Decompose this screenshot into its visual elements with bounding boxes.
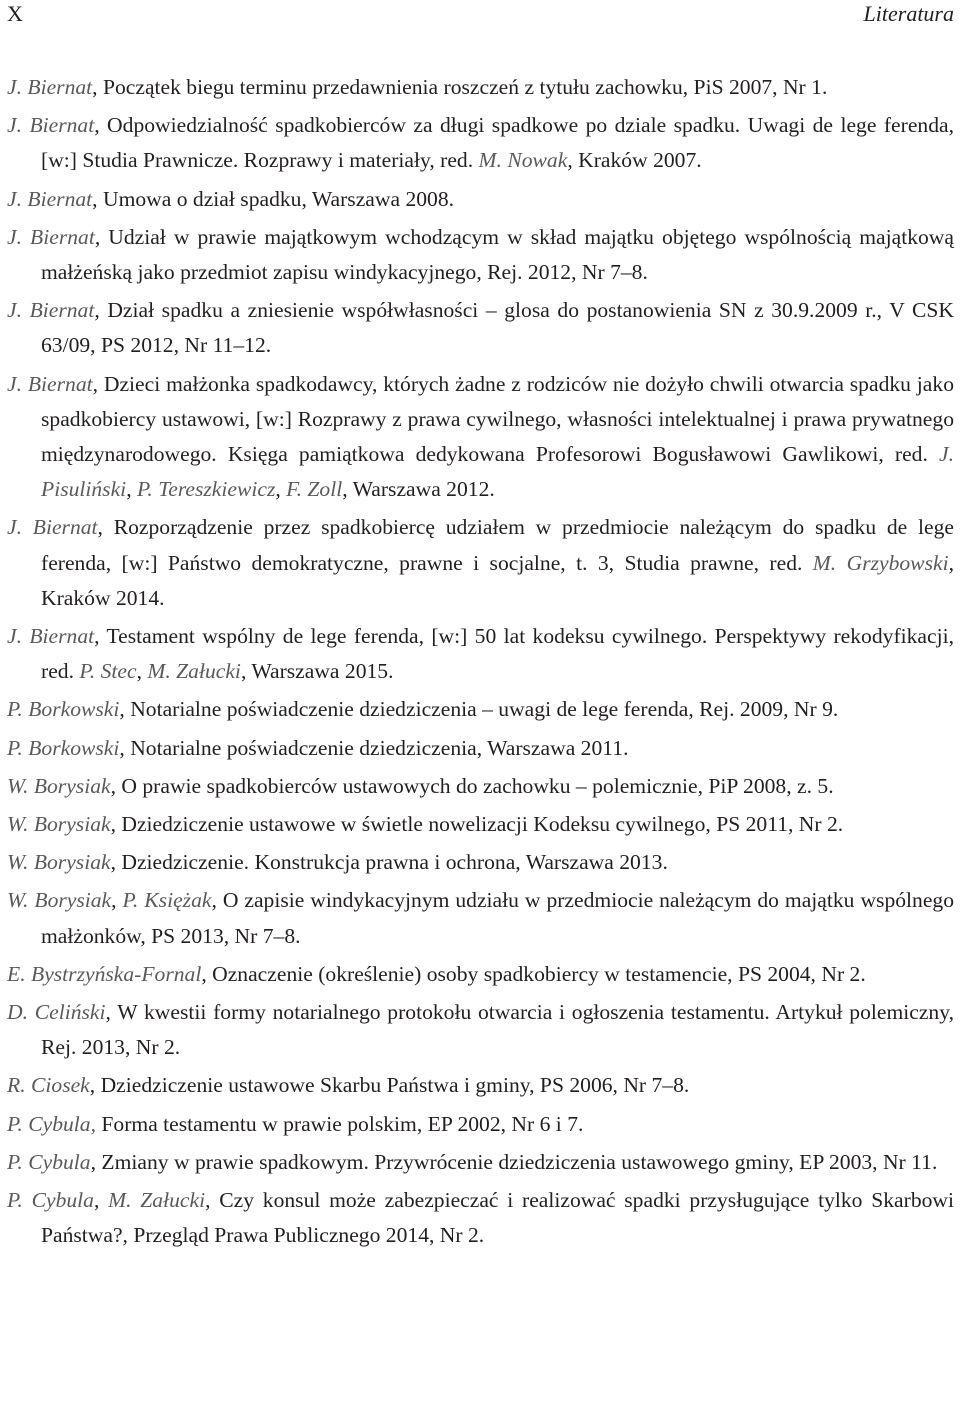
- author-surname: Borkowski: [28, 697, 120, 722]
- author-name: [7, 1073, 90, 1097]
- editor-surname: Stec: [100, 659, 137, 684]
- bibliography-entry: [7, 807, 954, 842]
- bibliography-entry: [7, 182, 954, 217]
- entry-text: , Czy konsul może zabezpieczać i realizować spadki przysługujące tylko Skarbowi Państwa?, Przegląd Prawa Publicznego 2014, Nr 2.: [41, 1188, 955, 1248]
- author-name: [108, 1188, 205, 1212]
- author-name: [7, 774, 111, 798]
- editor-separator: ,: [126, 477, 137, 502]
- editor-surname: Pisuliński: [41, 477, 127, 502]
- author-initial: P.: [7, 735, 23, 760]
- entry-text: , Zmiany w prawie spadkowym. Przywrócenie dziedziczenia ustawowego gminy, EP 2003, Nr 11.: [90, 1149, 938, 1174]
- bibliography-entry: [7, 1145, 954, 1180]
- entry-text: , Umowa o dział spadku, Warszawa 2008.: [92, 186, 455, 211]
- author-separator: ,: [111, 888, 123, 913]
- author-initial: E.: [7, 961, 26, 986]
- editor-initial: J.: [939, 442, 954, 467]
- author-initial: W.: [7, 773, 29, 798]
- author-surname: Borysiak: [33, 812, 111, 837]
- entry-text-tail: , Kraków 2007.: [567, 148, 702, 173]
- author-initial: M.: [108, 1188, 132, 1213]
- author-surname: Biernat: [27, 75, 93, 99]
- entry-text: , Odpowiedzialność spadkobierców za długi spadkowe po dziale spadku. Uwagi de lege ferenda, [w:] Studia Prawnicze. Rozprawy i materiały, red.: [41, 113, 954, 173]
- author-initial: W.: [7, 812, 29, 837]
- bibliography-entry: [7, 883, 954, 953]
- editor-name: [137, 477, 275, 501]
- author-name: [7, 1000, 106, 1024]
- editor-name: [286, 477, 342, 501]
- author-initial: P.: [7, 1111, 23, 1136]
- bibliography-entry: [7, 108, 954, 178]
- editor-separator: ,: [136, 659, 148, 684]
- entry-text: , Początek biegu terminu przedawnienia roszczeń z tytułu zachowku, PiS 2007, Nr 1.: [92, 75, 828, 99]
- bibliography-entry: [7, 769, 954, 804]
- author-surname: Cybula,: [28, 1111, 96, 1136]
- entry-text: , Testament wspólny de lege ferenda, [w:] 50 lat kodeksu cywilnego. Perspektywy rekodyfikacji, red.: [41, 624, 954, 684]
- author-initial: D.: [7, 1000, 28, 1025]
- bibliography-entry: [7, 957, 954, 992]
- author-initial: J.: [7, 515, 22, 540]
- editor-surname: Grzybowski: [846, 550, 949, 575]
- bibliography-entry: [7, 1183, 954, 1253]
- author-surname: Biernat: [29, 113, 95, 138]
- editor-initial: P.: [136, 477, 153, 502]
- entry-text: , Dziedziczenie. Konstrukcja prawna i ochrona, Warszawa 2013.: [110, 850, 668, 875]
- author-name: [7, 624, 94, 648]
- editor-surname: Załucki: [176, 659, 241, 684]
- author-name: [7, 225, 95, 249]
- section-title: Literatura: [863, 1, 954, 26]
- author-surname: Księżak: [144, 888, 212, 913]
- author-initial: J.: [7, 371, 22, 396]
- author-initial: J.: [7, 624, 22, 649]
- author-surname: Borysiak: [33, 850, 111, 875]
- author-surname: Borkowski: [28, 735, 120, 760]
- bibliography-entry: [7, 995, 954, 1065]
- entry-text: , Dzieci małżonka spadkodawcy, których żadne z rodziców nie dożyło chwili otwarcia spadku jako spadkobiercy ustawowi, [w:] Rozprawy z prawa cywilnego, własności intelektualnej i prawa prywatnego międzynarodowego. Księga pamiątkowa dedykowana Profesorowi Bogusławowi Gawlikowi, red.: [41, 371, 954, 467]
- author-initial: P.: [7, 1149, 23, 1174]
- author-name: [7, 1150, 91, 1174]
- entry-text-tail: , Kraków 2014.: [41, 550, 954, 610]
- author-name: [123, 888, 212, 912]
- author-initial: J.: [7, 298, 22, 323]
- bibliography-entry: [7, 510, 954, 616]
- author-surname: Biernat: [30, 224, 95, 249]
- author-name: [7, 736, 119, 760]
- author-initial: J.: [7, 224, 22, 249]
- author-surname: Borysiak: [34, 888, 112, 913]
- author-name: [7, 697, 119, 721]
- editor-initial: F.: [286, 477, 302, 502]
- author-surname: Biernat: [29, 298, 95, 323]
- author-name: [7, 113, 94, 137]
- bibliography-entry: [7, 70, 954, 105]
- editor-initial: M.: [147, 659, 171, 684]
- bibliography-entry: [7, 731, 954, 766]
- entry-text: , O prawie spadkobierców ustawowych do zachowku – polemicznie, PiP 2008, z. 5.: [110, 773, 834, 798]
- author-initial: P.: [122, 888, 139, 913]
- bibliography-entry: [7, 1107, 954, 1142]
- editor-separator: ,: [275, 477, 287, 502]
- author-surname: Biernat: [27, 186, 93, 211]
- author-name: [7, 515, 98, 539]
- editor-initial: M.: [478, 148, 502, 173]
- editor-name: [147, 659, 241, 683]
- entry-text: , Dział spadku a zniesienie współwłasności – glosa do postanowienia SN z 30.9.2009 r., V CSK 63/09, PS 2012, Nr 11–12.: [41, 298, 954, 358]
- bibliography-entry: [7, 293, 954, 363]
- author-surname: Ciosek: [31, 1073, 90, 1098]
- page-number: X: [7, 1, 23, 26]
- entry-text-tail: , Warszawa 2012.: [342, 477, 495, 502]
- entry-text: , Notarialne poświadczenie dziedziczenia, Warszawa 2011.: [119, 735, 629, 760]
- entry-text: , O zapisie windykacyjnym udziału w przedmiocie należącym do majątku wspólnego małżonków, PS 2013, Nr 7–8.: [41, 888, 955, 948]
- entry-text: , Oznaczenie (określenie) osoby spadkobiercy w testamencie, PS 2004, Nr 2.: [201, 961, 866, 986]
- entry-text: , Rozporządzenie przez spadkobiercę udziałem w przedmiocie należącym do spadku de lege ferenda, [w:] Państwo demokratyczne, prawne i socjalne, t. 3, Studia prawne, red.: [41, 515, 954, 575]
- author-name: [7, 75, 92, 99]
- bibliography-entry: [7, 220, 954, 290]
- editor-surname: Tereszkiewicz: [158, 477, 276, 502]
- author-surname: Biernat: [32, 515, 98, 540]
- author-initial: R.: [7, 1073, 26, 1098]
- editor-initial: M.: [812, 550, 837, 575]
- bibliography-entry: [7, 1068, 954, 1103]
- entry-text: , Udział w prawie majątkowym wchodzącym w skład majątku objętego wspólnością majątkową małżeńską jako przedmiot zapisu windykacyjnego, Rej. 2012, Nr 7–8.: [41, 224, 954, 285]
- entry-text: , Dziedziczenie ustawowe Skarbu Państwa i gminy, PS 2006, Nr 7–8.: [89, 1073, 690, 1098]
- author-initial: J.: [7, 75, 22, 99]
- entry-text: Forma testamentu w prawie polskim, EP 2002, Nr 6 i 7.: [96, 1111, 584, 1136]
- author-surname: Celiński: [34, 1000, 106, 1025]
- author-surname: Cybula: [31, 1188, 94, 1213]
- author-initial: W.: [7, 888, 29, 913]
- author-name: [7, 187, 92, 211]
- bibliography-entry: [7, 367, 954, 508]
- author-name: [7, 1112, 96, 1136]
- author-name: [7, 372, 93, 396]
- author-name: [7, 888, 111, 912]
- author-surname: Biernat: [29, 624, 95, 649]
- author-surname: Bystrzyńska-Fornal: [31, 961, 202, 986]
- author-initial: J.: [7, 113, 22, 138]
- running-header: [7, 0, 954, 30]
- author-initial: P.: [7, 1188, 23, 1213]
- entry-text: , Dziedziczenie ustawowe w świetle nowelizacji Kodeksu cywilnego, PS 2011, Nr 2.: [110, 812, 844, 837]
- author-surname: Biernat: [27, 371, 93, 396]
- editor-name: [813, 551, 949, 575]
- author-surname: Załucki: [140, 1188, 206, 1213]
- author-surname: Cybula: [28, 1149, 91, 1174]
- author-separator: ,: [93, 1188, 109, 1213]
- bibliography-entry: [7, 845, 954, 880]
- author-initial: W.: [7, 850, 29, 875]
- author-name: [7, 298, 94, 322]
- entry-text: , W kwestii formy notarialnego protokołu otwarcia i ogłoszenia testamentu. Artykuł polemiczny, Rej. 2013, Nr 2.: [41, 1000, 955, 1060]
- editor-initial: P.: [79, 659, 96, 684]
- editor-surname: Nowak: [507, 148, 568, 173]
- bibliography-list: [7, 70, 954, 1254]
- entry-text: , Notarialne poświadczenie dziedziczenia – uwagi de lege ferenda, Rej. 2009, Nr 9.: [119, 697, 839, 722]
- author-name: [7, 812, 111, 836]
- editor-name: [479, 148, 568, 172]
- author-name: [7, 850, 111, 874]
- bibliography-entry: [7, 619, 954, 689]
- author-name: [7, 962, 201, 986]
- bibliography-entry: [7, 692, 954, 727]
- editor-surname: Zoll: [307, 477, 343, 502]
- author-name: [7, 1188, 94, 1212]
- author-surname: Borysiak: [33, 773, 111, 798]
- entry-text-tail: , Warszawa 2015.: [240, 659, 394, 684]
- author-initial: J.: [7, 186, 22, 211]
- author-initial: P.: [7, 697, 23, 722]
- editor-name: [79, 659, 136, 683]
